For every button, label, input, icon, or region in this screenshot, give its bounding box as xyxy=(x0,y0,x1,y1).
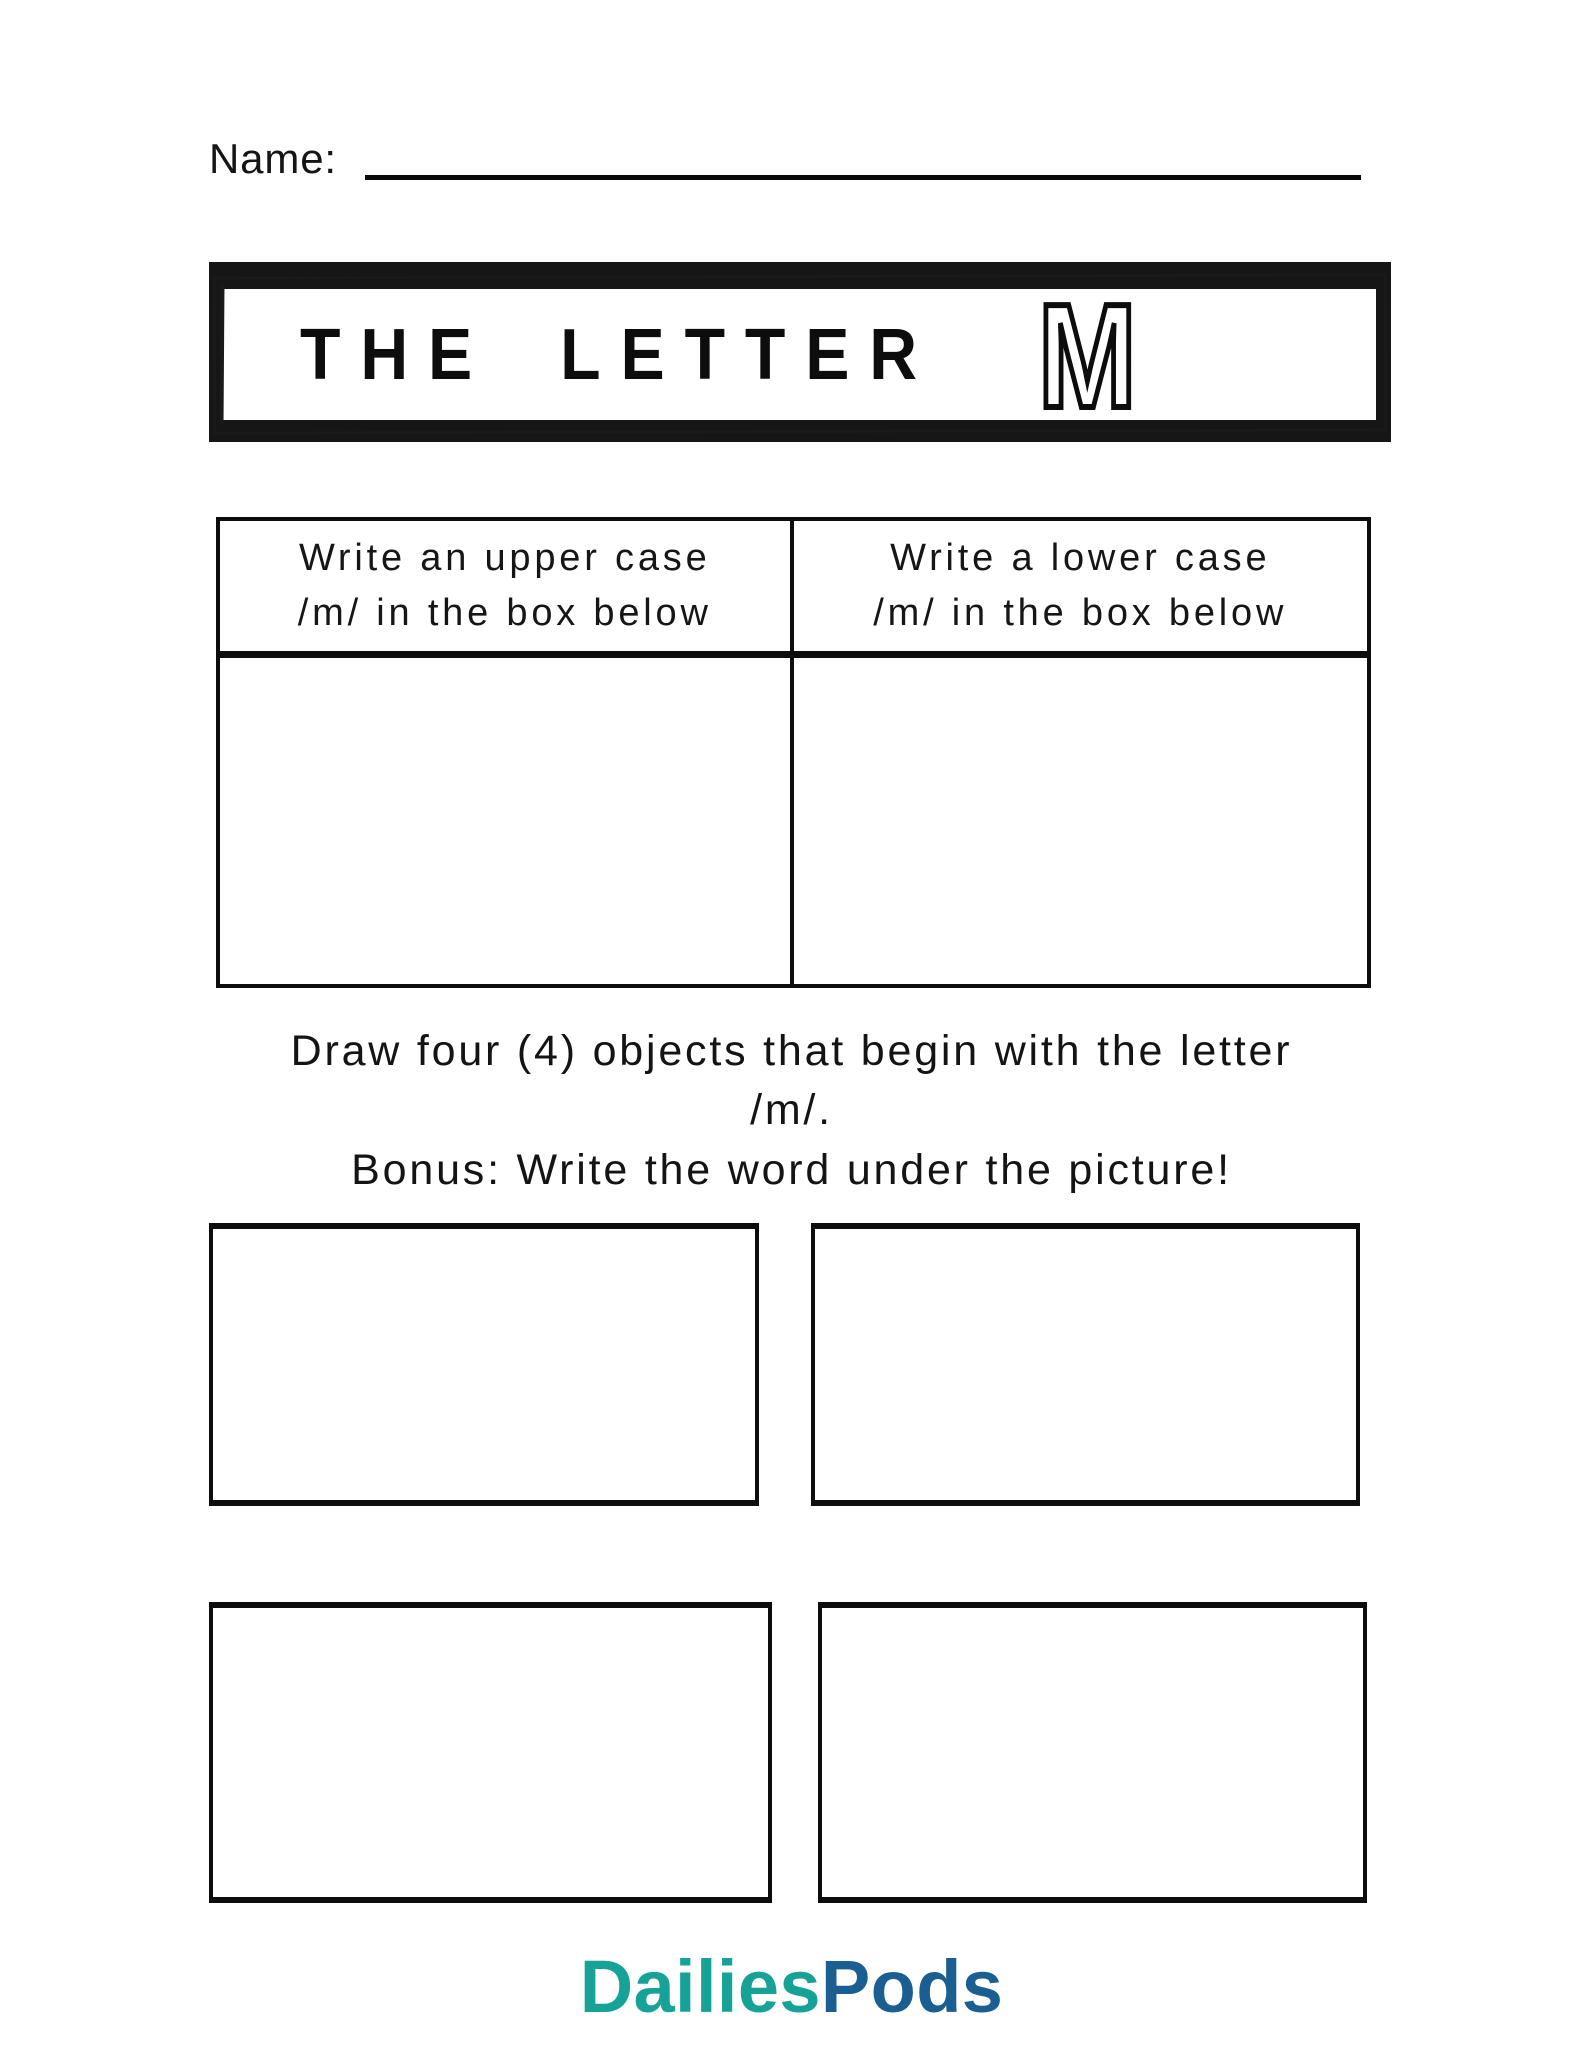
drawing-box-2[interactable] xyxy=(811,1223,1360,1506)
name-row xyxy=(209,135,1361,182)
instructions-line3: Bonus: Write the word under the picture! xyxy=(351,1145,1232,1194)
uppercase-header xyxy=(220,521,794,658)
lowercase-header-line1: Write a lower case xyxy=(890,536,1271,579)
banner-letter-m: M xyxy=(1038,273,1138,439)
name-write-line[interactable] xyxy=(365,175,1361,180)
lowercase-header-line2: /m/ in the box below xyxy=(873,592,1288,634)
lowercase-write-box[interactable] xyxy=(794,658,1368,984)
drawing-box-1[interactable] xyxy=(209,1223,759,1506)
instructions-line1: Draw four (4) objects that begin with the letter xyxy=(290,1027,1293,1075)
drawing-box-3[interactable] xyxy=(209,1602,772,1903)
uppercase-header-line1: Write an upper case xyxy=(298,536,711,579)
instructions-line2: /m/. xyxy=(750,1086,833,1135)
drawing-box-4[interactable] xyxy=(818,1602,1367,1903)
name-label: Name: xyxy=(209,135,337,182)
brand-dailies: Dailies xyxy=(579,1945,821,2028)
practice-table xyxy=(216,517,1371,988)
lowercase-header xyxy=(794,521,1368,658)
banner-title: THE LETTER xyxy=(300,314,937,395)
footer-brand xyxy=(0,1946,1583,2027)
uppercase-header-line2: /m/ in the box below xyxy=(297,592,712,634)
uppercase-write-box[interactable] xyxy=(220,658,794,984)
title-banner xyxy=(209,262,1391,442)
instructions xyxy=(0,1022,1583,1200)
brand-pods: Pods xyxy=(820,1945,1004,2028)
